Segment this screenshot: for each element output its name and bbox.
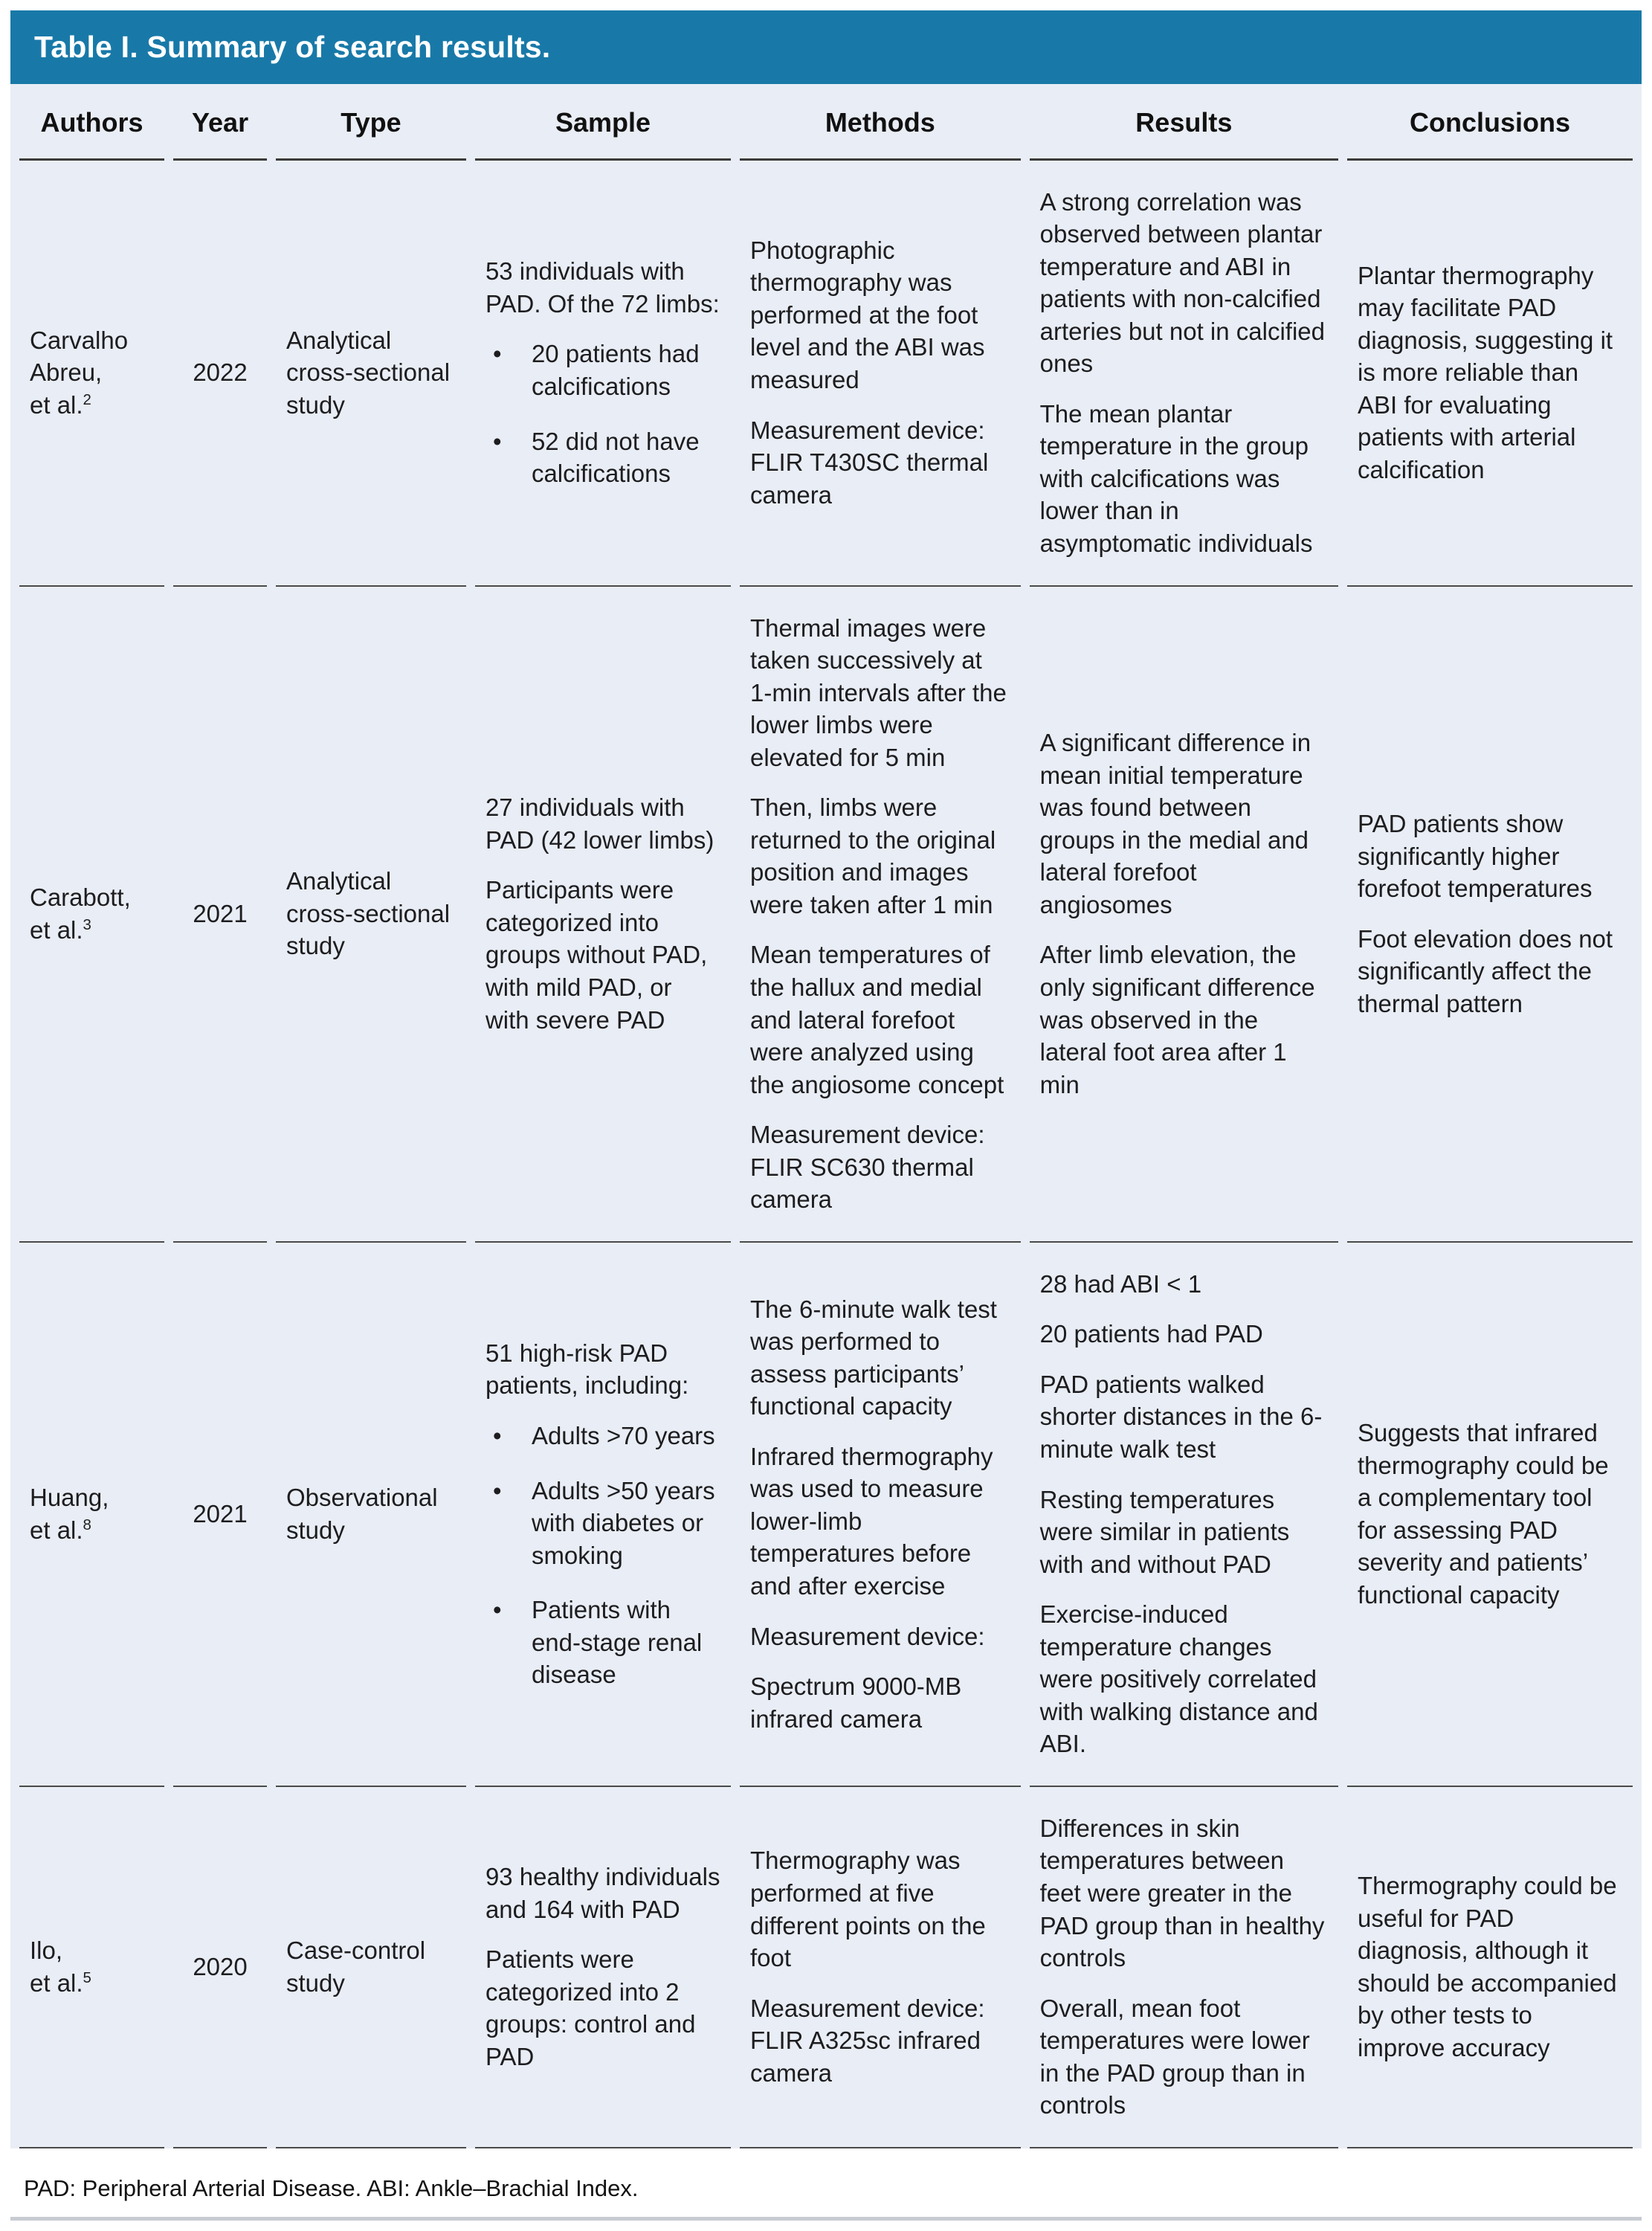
column-header-type: Type — [276, 84, 466, 161]
results-cell — [1030, 587, 1338, 1243]
author-name: Ilo, — [30, 1937, 63, 1965]
author-etal: et al. — [30, 1516, 83, 1544]
page-bottom-rule — [10, 2217, 1642, 2225]
bullet-text: Patients with end-stage renal disease — [531, 1596, 703, 1689]
authors-cell — [19, 1243, 164, 1787]
bullet-icon: • — [492, 1596, 502, 1624]
author-name: Carabott, — [30, 883, 131, 912]
paragraph: Overall, mean foot temperatures were lower in the PAD group than in controls — [1039, 1994, 1310, 2119]
paragraph: Foot elevation does not significantly affect the thermal pattern — [1358, 924, 1613, 1017]
table-row — [19, 587, 1633, 1243]
bullet-item — [485, 338, 720, 402]
table-row — [19, 1243, 1633, 1787]
paragraph: 27 individuals with PAD (42 lower limbs) — [485, 793, 714, 854]
paragraph: Mean temperatures of the hallux and medial and lateral forefoot were analyzed using the angiosome concept — [750, 941, 1004, 1098]
author-name: Carvalho Abreu, — [30, 326, 129, 387]
paragraph: A strong correlation was observed between plantar temperature and ABI in patients with non-calcified arteries but not in calcified ones — [1039, 187, 1325, 378]
paragraph: Suggests that infrared thermography could be a complementary tool for assessing PAD severity and patients’ functional capacity — [1358, 1419, 1609, 1609]
authors-cell — [19, 1787, 164, 2148]
author-etal: et al. — [30, 915, 83, 944]
summary-table — [10, 84, 1642, 2148]
column-header-results: Results — [1030, 84, 1338, 161]
conclusions-cell — [1347, 1787, 1633, 2148]
column-header-authors: Authors — [19, 84, 164, 161]
paragraph: Resting temperatures were similar in patients with and without PAD — [1039, 1485, 1290, 1578]
methods-cell — [740, 1787, 1021, 2148]
methods-cell — [740, 161, 1021, 587]
paragraph: PAD patients show significantly higher forefoot temperatures — [1358, 810, 1593, 903]
paragraph: Plantar thermography may facilitate PAD diagnosis, suggesting it is more reliable than ABI for evaluating patients with arterial calcification — [1358, 261, 1613, 483]
paragraph: Measurement device: FLIR T430SC thermal camera — [750, 416, 989, 509]
author-etal: et al. — [30, 390, 83, 419]
table-title: Table I. Summary of search results. — [34, 30, 551, 64]
paragraph: Measurement device: — [750, 1622, 985, 1650]
paragraph: 28 had ABI < 1 — [1039, 1269, 1202, 1298]
paragraph: After limb elevation, the only significant difference was observed in the lateral foot area after 1 min — [1039, 941, 1315, 1098]
type-cell: Analytical cross-sectional study — [276, 587, 466, 1243]
paragraph: Thermography was performed at five different points on the foot — [750, 1847, 986, 1972]
paragraph: Thermography could be useful for PAD diagnosis, although it should be accompanied by other tests to improve accuracy — [1358, 1872, 1617, 2061]
bullet-item — [485, 425, 720, 490]
bullet-icon: • — [492, 1476, 502, 1504]
author-etal: et al. — [30, 1968, 83, 1997]
type-cell: Case-control study — [276, 1787, 466, 2148]
table-header-row — [19, 84, 1633, 161]
bullet-text: 20 patients had calcifications — [531, 340, 700, 401]
bullet-icon: • — [492, 340, 502, 368]
sample-cell — [475, 1243, 731, 1787]
paragraph: Participants were categorized into groups without PAD, with mild PAD, or with severe PAD — [485, 876, 708, 1034]
paragraph: Differences in skin temperatures between feet were greater in the PAD group than in healthy controls — [1039, 1814, 1325, 1972]
reference-number: 8 — [83, 1516, 91, 1533]
bullet-text: Adults >70 years — [531, 1422, 715, 1450]
bullet-icon: • — [492, 427, 502, 455]
table-row — [19, 1787, 1633, 2148]
paragraph: 53 individuals with PAD. Of the 72 limbs: — [485, 257, 720, 318]
methods-cell — [740, 587, 1021, 1243]
column-header-year: Year — [173, 84, 267, 161]
summary-table-wrap — [10, 84, 1642, 2148]
author-name: Huang, — [30, 1484, 109, 1512]
paragraph: Spectrum 9000-MB infrared camera — [750, 1673, 962, 1733]
year-cell: 2022 — [173, 161, 267, 587]
table-footnote: PAD: Peripheral Arterial Disease. ABI: Ankle–Brachial Index. — [24, 2174, 639, 2201]
bullet-text: 52 did not have calcifications — [531, 427, 700, 488]
year-cell: 2021 — [173, 587, 267, 1243]
reference-number: 3 — [83, 915, 91, 933]
results-cell — [1030, 1787, 1338, 2148]
authors-cell — [19, 587, 164, 1243]
year-cell: 2020 — [173, 1787, 267, 2148]
column-header-methods: Methods — [740, 84, 1021, 161]
authors-cell — [19, 161, 164, 587]
paragraph: Exercise-induced temperature changes were positively correlated with walking distance and ABI. — [1039, 1600, 1318, 1758]
paragraph: Measurement device: FLIR SC630 thermal camera — [750, 1121, 985, 1214]
paragraph: Infrared thermography was used to measure lower-limb temperatures before and after exercise — [750, 1442, 993, 1600]
paragraph: 20 patients had PAD — [1039, 1320, 1263, 1348]
table-title-bar — [10, 10, 1642, 84]
reference-number: 5 — [83, 1968, 91, 1986]
paragraph: 93 healthy individuals and 164 with PAD — [485, 1863, 720, 1923]
paragraph: The 6-minute walk test was performed to assess participants’ functional capacity — [750, 1295, 997, 1420]
conclusions-cell — [1347, 1243, 1633, 1787]
paragraph: 51 high-risk PAD patients, including: — [485, 1339, 689, 1400]
type-cell: Analytical cross-sectional study — [276, 161, 466, 587]
methods-cell — [740, 1243, 1021, 1787]
bullet-icon: • — [492, 1422, 502, 1450]
bullet-item — [485, 1594, 720, 1691]
year-cell: 2021 — [173, 1243, 267, 1787]
paragraph: Measurement device: FLIR A325sc infrared camera — [750, 1994, 985, 2087]
paragraph: Patients were categorized into 2 groups: control and PAD — [485, 1945, 696, 2070]
sample-cell — [475, 1787, 731, 2148]
sample-cell — [475, 587, 731, 1243]
paragraph: Thermal images were taken successively at 1-min intervals after the lower limbs were elevated for 5 min — [750, 614, 1007, 771]
type-cell: Observational study — [276, 1243, 466, 1787]
sample-cell — [475, 161, 731, 587]
bullet-item — [485, 1475, 720, 1572]
conclusions-cell — [1347, 161, 1633, 587]
paragraph: Photographic thermography was performed at the foot level and the ABI was measured — [750, 236, 985, 394]
bullet-text: Adults >50 years with diabetes or smoking — [531, 1476, 715, 1569]
column-header-sample: Sample — [475, 84, 731, 161]
column-header-conclusions: Conclusions — [1347, 84, 1633, 161]
bullet-item — [485, 1420, 720, 1452]
table-row — [19, 161, 1633, 587]
paragraph: Then, limbs were returned to the original position and images were taken after 1 min — [750, 793, 996, 918]
paragraph: A significant difference in mean initial temperature was found between groups in the medial and lateral forefoot angiosomes — [1039, 729, 1311, 918]
paragraph: PAD patients walked shorter distances in the 6-minute walk test — [1039, 1370, 1323, 1464]
results-cell — [1030, 161, 1338, 587]
results-cell — [1030, 1243, 1338, 1787]
reference-number: 2 — [83, 390, 91, 408]
conclusions-cell — [1347, 587, 1633, 1243]
paragraph: The mean plantar temperature in the group with calcifications was lower than in asymptomatic individuals — [1039, 399, 1313, 557]
